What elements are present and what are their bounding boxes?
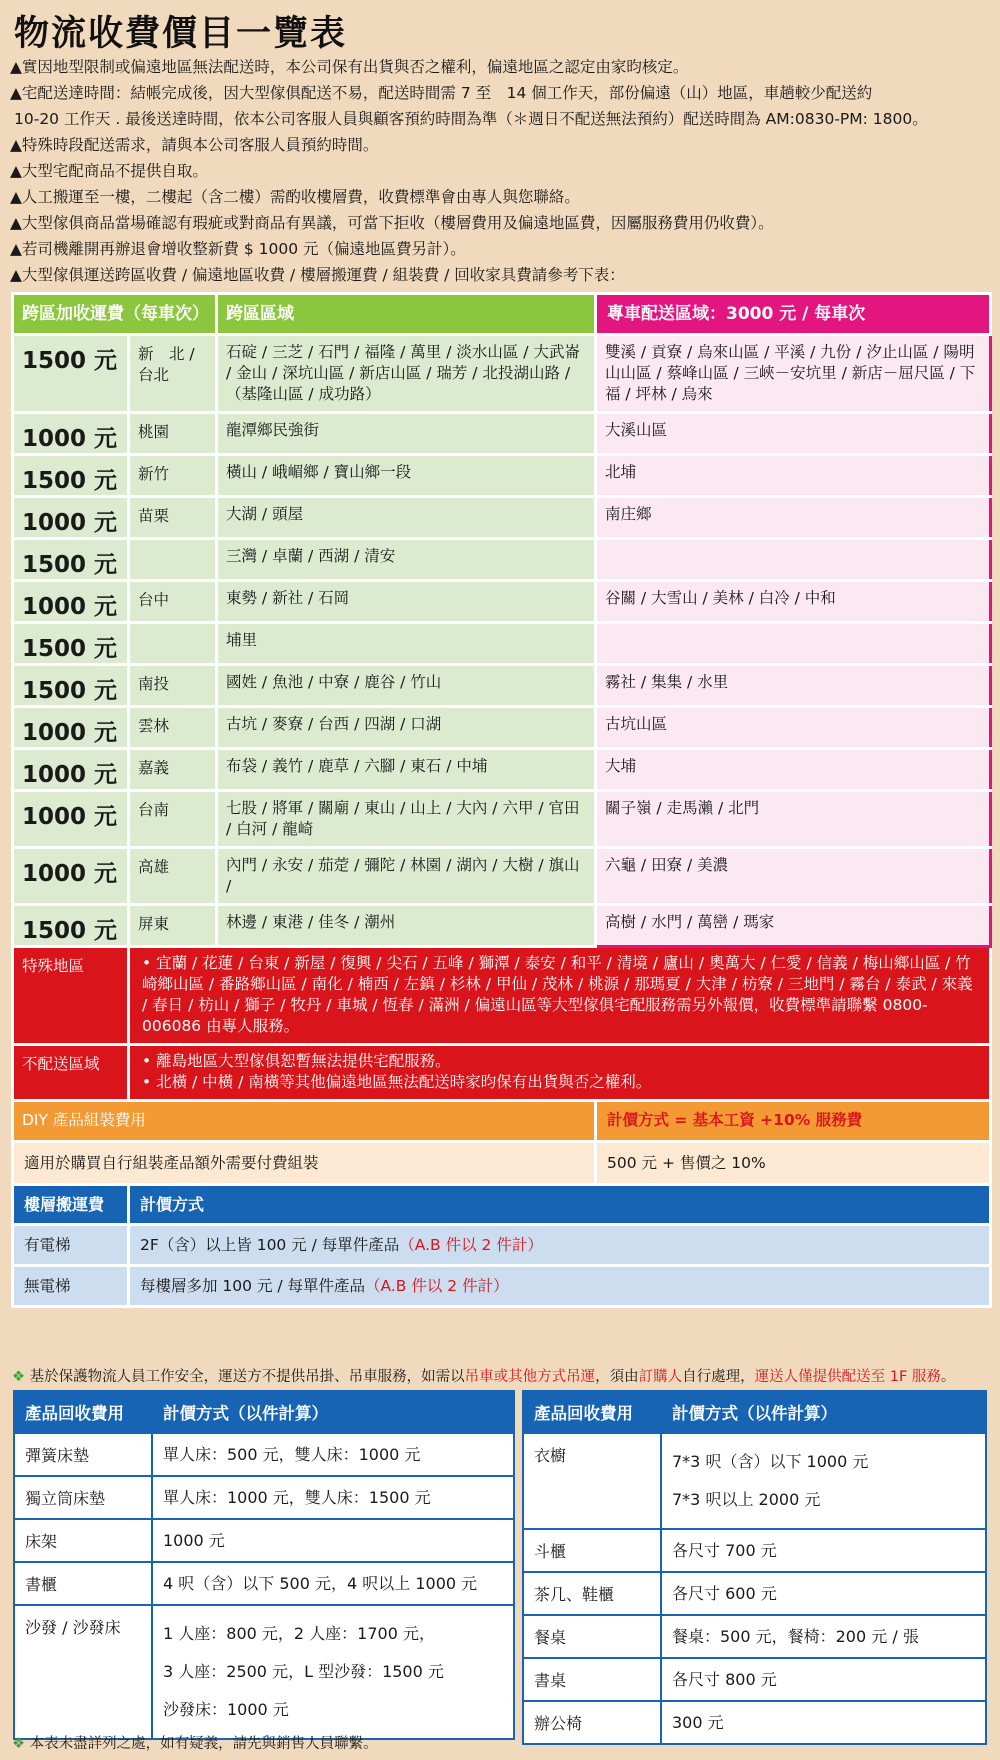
note-item: 10-20 工作天 . 最後送達時間，依本公司客服人員與顧客預約時間為準（＊週日不配送無法預約）配送時間為 AM:0830-PM: 1800。 — [14, 110, 928, 128]
note-item: ▲宅配送達時間：結帳完成後，因大型傢俱配送不易，配送時間需 7 至 14 個工作天，部份偏遠（山）地區，車趟較少配送約 — [10, 84, 873, 102]
special-delivery-list: 雙溪 / 貢寮 / 烏來山區 / 平溪 / 九份 / 汐止山區 / 陽明山山區 / 蔡峰山區 / 三峽－安坑里 / 新店－屈尺區 / 下福 / 坪林 / 烏來 — [596, 335, 991, 413]
special-area-text: • 宜蘭 / 花蓮 / 台東 / 新屋 / 復興 / 尖石 / 五峰 / 獅潭 / 泰安 / 和平 / 清境 / 廬山 / 奧萬大 / 仁愛 / 信義 / 梅山鄉山區 / 竹崎鄉山區 / 番路鄉山區 / 南化 / 楠西 / 左鎮 / 杉林 / 甲仙 / 茂林 / 桃源 / 那瑪夏 / 大津 / 枋寮 / 三地門 / 霧台 / 泰武 / 來義 / 春日 / 枋山 / 獅子 / 牧丹 / 車城 / 恆春 / 滿洲 / 偏遠山區等大型傢俱宅配服務需另外報價，收費標準請聯繫 0800-006086 由專人服務。 — [129, 947, 991, 1045]
note-item: ▲若司機離開再辦退會增收整新費 $ 1000 元（偏遠地區費另計）。 — [10, 240, 466, 258]
recycle-price-line: 1000 元 — [163, 1531, 225, 1550]
shipping-row — [13, 749, 991, 791]
recycle-header-method: 計價方式（以件計算） — [152, 1391, 514, 1433]
fee-price: 1000 元 — [13, 791, 129, 848]
recycle-row — [14, 1562, 514, 1605]
recycle-product-name: 衣櫥 — [523, 1433, 661, 1529]
city-name: 苗栗 — [129, 497, 217, 539]
city-name: 高雄 — [129, 848, 217, 905]
recycle-product-name: 辦公椅 — [523, 1701, 661, 1744]
fee-price: 1500 元 — [13, 623, 129, 665]
city-name: 桃園 — [129, 413, 217, 455]
shipping-row — [13, 707, 991, 749]
warning-text: 。 — [940, 1369, 956, 1385]
recycle-fee-table-right — [522, 1390, 987, 1745]
cross-area-list: 古坑 / 麥寮 / 台西 / 四湖 / 口湖 — [217, 707, 596, 749]
diamond-bullet-icon: ❖ — [12, 1369, 25, 1385]
special-delivery-list: 霧社 / 集集 / 水里 — [596, 665, 991, 707]
recycle-header-product: 產品回收費用 — [523, 1391, 661, 1433]
warning-text: 基於保護物流人員工作安全，運送方不提供吊掛、吊車服務，如需以 — [29, 1369, 465, 1385]
recycle-product-name: 書桌 — [523, 1658, 661, 1701]
special-delivery-list: 谷關 / 大雪山 / 美林 / 白冷 / 中和 — [596, 581, 991, 623]
special-delivery-list: 南庄鄉 — [596, 497, 991, 539]
floor-text-note: （A.B 件以 2 件計） — [365, 1277, 509, 1295]
fee-price: 1000 元 — [13, 848, 129, 905]
header-fee: 跨區加收運費（每車次） — [13, 294, 217, 335]
floor-header: 樓層搬運費 — [13, 1185, 129, 1225]
special-delivery-list: 大溪山區 — [596, 413, 991, 455]
city-name: 新 北 / 台北 — [129, 335, 217, 413]
cross-area-list: 大湖 / 頭屋 — [217, 497, 596, 539]
recycle-price-line: 3 人座：2500 元，L 型沙發：1500 元 — [163, 1662, 444, 1681]
recycle-price — [152, 1433, 514, 1476]
header-area: 跨區區域 — [217, 294, 596, 335]
cross-area-list: 國姓 / 魚池 / 中寮 / 鹿谷 / 竹山 — [217, 665, 596, 707]
fee-price: 1000 元 — [13, 749, 129, 791]
warning-text: ，須由 — [595, 1369, 639, 1385]
recycle-price-line: 各尺寸 800 元 — [672, 1670, 777, 1689]
recycle-price — [661, 1701, 986, 1744]
fee-price: 1500 元 — [13, 665, 129, 707]
city-name: 屏東 — [129, 905, 217, 947]
fee-price: 1500 元 — [13, 335, 129, 413]
fee-price: 1500 元 — [13, 455, 129, 497]
recycle-price-line: 單人床：1000 元，雙人床：1500 元 — [163, 1488, 431, 1507]
cross-area-list: 內門 / 永安 / 茄萣 / 彌陀 / 林園 / 湖內 / 大樹 / 旗山 / — [217, 848, 596, 905]
shipping-row — [13, 335, 991, 413]
shipping-row — [13, 581, 991, 623]
recycle-price-line: 單人床：500 元，雙人床：1000 元 — [163, 1445, 421, 1464]
special-area-row — [13, 947, 991, 1045]
warning-highlight: 運送人僅提供配送至 1F 服務 — [754, 1369, 941, 1385]
recycle-product-name: 沙發 / 沙發床 — [14, 1605, 152, 1739]
recycle-price-line: 沙發床：1000 元 — [163, 1700, 289, 1719]
shipping-row — [13, 665, 991, 707]
special-delivery-list — [596, 539, 991, 581]
no-delivery-row — [13, 1045, 991, 1101]
cross-area-list: 布袋 / 義竹 / 鹿草 / 六腳 / 東石 / 中埔 — [217, 749, 596, 791]
note-item: ▲特殊時段配送需求，請與本公司客服人員預約時間。 — [10, 136, 379, 154]
diy-method: 計價方式 = 基本工資 +10% 服務費 — [596, 1101, 991, 1142]
recycle-row — [523, 1529, 986, 1572]
special-delivery-list: 關子嶺 / 走馬瀨 / 北門 — [596, 791, 991, 848]
special-delivery-list — [596, 623, 991, 665]
cross-area-list: 埔里 — [217, 623, 596, 665]
no-delivery-text — [129, 1045, 991, 1101]
floor-text — [129, 1266, 991, 1307]
recycle-price-line: 各尺寸 700 元 — [672, 1541, 777, 1560]
warning-text: 自行處理， — [682, 1369, 755, 1385]
recycle-price — [661, 1658, 986, 1701]
floor-row-no-elevator — [13, 1266, 991, 1307]
recycle-product-name: 床架 — [14, 1519, 152, 1562]
fee-price: 1000 元 — [13, 413, 129, 455]
floor-header-row — [13, 1185, 991, 1225]
warning-highlight: 吊車或其他方式吊運 — [464, 1369, 596, 1385]
shipping-row — [13, 413, 991, 455]
recycle-row — [14, 1605, 514, 1739]
fee-price: 1000 元 — [13, 581, 129, 623]
recycle-row — [523, 1615, 986, 1658]
recycle-price-line: 7*3 呎以上 2000 元 — [672, 1490, 821, 1509]
recycle-product-name: 斗櫃 — [523, 1529, 661, 1572]
no-delivery-line: • 離島地區大型傢俱恕暫無法提供宅配服務。 — [142, 1052, 451, 1070]
fee-price: 1000 元 — [13, 707, 129, 749]
recycle-row — [14, 1476, 514, 1519]
recycle-product-name: 彈簧床墊 — [14, 1433, 152, 1476]
floor-row-elevator — [13, 1225, 991, 1266]
recycle-header-product: 產品回收費用 — [14, 1391, 152, 1433]
recycle-fee-table-left — [13, 1390, 515, 1740]
special-area-label: 特殊地區 — [13, 947, 129, 1045]
special-delivery-list: 高樹 / 水門 / 萬巒 / 瑪家 — [596, 905, 991, 947]
recycle-product-name: 獨立筒床墊 — [14, 1476, 152, 1519]
city-name: 雲林 — [129, 707, 217, 749]
city-name — [129, 623, 217, 665]
floor-text-main: 2F（含）以上皆 100 元 / 每單件產品 — [140, 1236, 400, 1254]
note-item: ▲大型傢俱商品當場確認有瑕疵或對商品有異議，可當下拒收（樓層費用及偏遠地區費，因屬服務費用仍收費）。 — [10, 214, 774, 232]
recycle-price-line: 1 人座：800 元，2 人座：1700 元， — [163, 1624, 435, 1643]
fee-price: 1500 元 — [13, 539, 129, 581]
recycle-row — [523, 1572, 986, 1615]
special-delivery-list: 北埔 — [596, 455, 991, 497]
recycle-product-name: 書櫃 — [14, 1562, 152, 1605]
notes-list — [10, 54, 995, 288]
cross-area-list: 三灣 / 卓蘭 / 西湖 / 清安 — [217, 539, 596, 581]
fee-price: 1000 元 — [13, 497, 129, 539]
cross-area-list: 龍潭鄉民強街 — [217, 413, 596, 455]
special-delivery-list: 古坑山區 — [596, 707, 991, 749]
recycle-price — [661, 1529, 986, 1572]
recycle-price-line: 7*3 呎（含）以下 1000 元 — [672, 1452, 869, 1471]
shipping-row — [13, 848, 991, 905]
note-item: ▲人工搬運至一樓，二樓起（含二樓）需酌收樓層費，收費標準會由專人與您聯絡。 — [10, 188, 580, 206]
no-delivery-line: • 北橫 / 中橫 / 南橫等其他偏遠地區無法配送時家昀保有出貨與否之權利。 — [142, 1073, 652, 1091]
note-item: ▲大型傢俱運送跨區收費 / 偏遠地區收費 / 樓層搬運費 / 組裝費 / 回收家具費請參考下表： — [10, 266, 625, 284]
shipping-row — [13, 455, 991, 497]
special-delivery-list: 大埔 — [596, 749, 991, 791]
recycle-row — [14, 1519, 514, 1562]
diamond-bullet-icon: ❖ — [12, 1736, 25, 1752]
recycle-header-row — [14, 1391, 514, 1433]
diy-price: 500 元 + 售價之 10% — [596, 1142, 991, 1185]
recycle-product-name: 餐桌 — [523, 1615, 661, 1658]
recycle-price — [661, 1433, 986, 1529]
header-special-delivery: 專車配送區域：3000 元 / 每車次 — [596, 294, 991, 335]
floor-text-main: 每樓層多加 100 元 / 每單件產品 — [140, 1277, 366, 1295]
cross-area-list: 橫山 / 峨嵋鄉 / 寶山鄉一段 — [217, 455, 596, 497]
shipping-fee-table — [11, 292, 992, 1308]
footer-text: 本表未盡詳列之處，如有疑義，請先與銷售人員聯繫。 — [29, 1736, 378, 1752]
floor-label: 有電梯 — [13, 1225, 129, 1266]
diy-desc: 適用於購買自行組裝產品額外需要付費組裝 — [13, 1142, 596, 1185]
shipping-row — [13, 497, 991, 539]
safety-warning — [12, 1365, 955, 1386]
recycle-price-line: 各尺寸 600 元 — [672, 1584, 777, 1603]
city-name — [129, 539, 217, 581]
recycle-header-method: 計價方式（以件計算） — [661, 1391, 986, 1433]
cross-area-list: 石碇 / 三芝 / 石門 / 福隆 / 萬里 / 淡水山區 / 大武崙 / 金山 / 深坑山區 / 新店山區 / 瑞芳 / 北投湖山路 /（基隆山區 / 成功路） — [217, 335, 596, 413]
note-item: ▲實因地型限制或偏遠地區無法配送時，本公司保有出貨與否之權利，偏遠地區之認定由家昀核定。 — [10, 58, 689, 76]
special-delivery-list: 六龜 / 田寮 / 美濃 — [596, 848, 991, 905]
recycle-price — [152, 1519, 514, 1562]
city-name: 台南 — [129, 791, 217, 848]
city-name: 新竹 — [129, 455, 217, 497]
diy-header-row — [13, 1101, 991, 1142]
recycle-row — [523, 1433, 986, 1529]
floor-text — [129, 1225, 991, 1266]
cross-area-list: 林邊 / 東港 / 佳冬 / 潮州 — [217, 905, 596, 947]
floor-text-note: （A.B 件以 2 件計） — [399, 1236, 543, 1254]
city-name: 南投 — [129, 665, 217, 707]
floor-label: 無電梯 — [13, 1266, 129, 1307]
recycle-price — [661, 1572, 986, 1615]
recycle-price — [152, 1605, 514, 1739]
page-title: 物流收費價目一覽表 — [14, 14, 348, 54]
shipping-row — [13, 539, 991, 581]
shipping-row — [13, 791, 991, 848]
recycle-price — [152, 1562, 514, 1605]
recycle-header-row — [523, 1391, 986, 1433]
recycle-row — [523, 1701, 986, 1744]
recycle-price — [661, 1615, 986, 1658]
shipping-row — [13, 905, 991, 947]
cross-area-list: 東勢 / 新社 / 石岡 — [217, 581, 596, 623]
warning-highlight: 訂購人 — [638, 1369, 683, 1385]
recycle-price — [152, 1476, 514, 1519]
floor-method-header: 計價方式 — [129, 1185, 991, 1225]
cross-area-list: 七股 / 將軍 / 關廟 / 東山 / 山上 / 大內 / 六甲 / 官田 / 白河 / 龍崎 — [217, 791, 596, 848]
recycle-price-line: 餐桌：500 元，餐椅：200 元 / 張 — [672, 1627, 919, 1646]
fee-price: 1500 元 — [13, 905, 129, 947]
table-header-row — [13, 294, 991, 335]
city-name: 嘉義 — [129, 749, 217, 791]
no-delivery-label: 不配送區域 — [13, 1045, 129, 1101]
recycle-product-name: 茶几、鞋櫃 — [523, 1572, 661, 1615]
recycle-row — [523, 1658, 986, 1701]
recycle-row — [14, 1433, 514, 1476]
city-name: 台中 — [129, 581, 217, 623]
recycle-price-line: 300 元 — [672, 1713, 724, 1732]
diy-row — [13, 1142, 991, 1185]
shipping-row — [13, 623, 991, 665]
note-item: ▲大型宅配商品不提供自取。 — [10, 162, 208, 180]
diy-header: DIY 產品組裝費用 — [13, 1101, 596, 1142]
recycle-price-line: 4 呎（含）以下 500 元，4 呎以上 1000 元 — [163, 1574, 478, 1593]
footer-note — [12, 1732, 378, 1753]
